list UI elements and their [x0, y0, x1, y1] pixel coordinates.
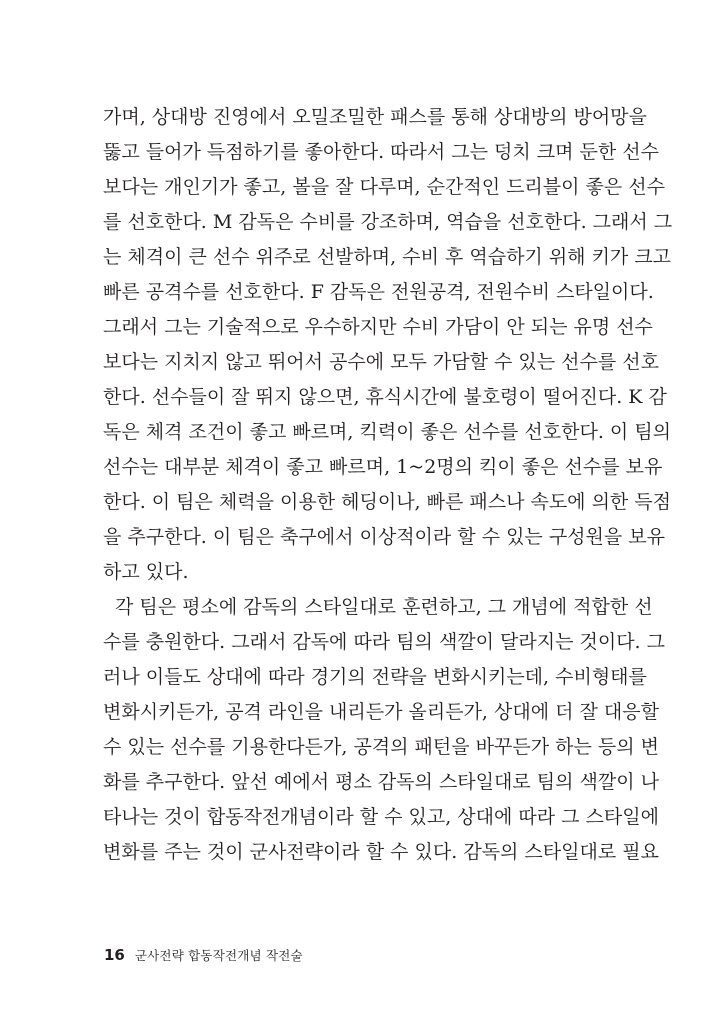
text-line: 그래서 그는 기술적으로 우수하지만 수비 가담이 안 되는 유명 선수	[103, 316, 653, 338]
text-line: 보다는 개인기가 좋고, 볼을 잘 다루며, 순간적인 드리블이 좋은 선수	[103, 176, 665, 198]
text-line: 변화시키든가, 공격 라인을 내리든가 올리든가, 상대에 더 잘 대응할	[103, 701, 659, 723]
text-line: 타나는 것이 합동작전개념이라 할 수 있고, 상대에 따라 그 스타일에	[103, 806, 659, 828]
text-line: 한다. 선수들이 잘 뛰지 않으면, 휴식시간에 불호령이 떨어진다. K 감	[103, 386, 667, 408]
running-title: 군사전략 합동작전개념 작전술	[134, 948, 303, 963]
text-line: 화를 추구한다. 앞선 예에서 평소 감독의 스타일대로 팀의 색깔이 나	[103, 771, 659, 793]
text-line: 러나 이들도 상대에 따라 경기의 전략을 변화시키는데, 수비형태를	[103, 666, 647, 688]
text-line: 보다는 지치지 않고 뛰어서 공수에 모두 가담할 수 있는 선수를 선호	[103, 351, 659, 373]
page-number: 16	[104, 946, 125, 964]
paragraph-end-line: 하고 있다.	[103, 561, 189, 583]
text-line: 수 있는 선수를 기용한다든가, 공격의 패턴을 바꾸든가 하는 등의 변	[103, 736, 659, 758]
text-line: 뚫고 들어가 득점하기를 좋아한다. 따라서 그는 덩치 크며 둔한 선수	[103, 141, 659, 163]
text-line: 독은 체격 조건이 좋고 빠르며, 킥력이 좋은 선수를 선호한다. 이 팀의	[103, 421, 672, 443]
text-line: 수를 충원한다. 그래서 감독에 따라 팀의 색깔이 달라지는 것이다. 그	[103, 631, 665, 653]
text-line: 을 추구한다. 이 팀은 축구에서 이상적이라 할 수 있는 구성원을 보유	[103, 526, 665, 548]
body-text	[103, 100, 673, 870]
text-line: 가며, 상대방 진영에서 오밀조밀한 패스를 통해 상대방의 방어망을	[103, 106, 647, 128]
text-line: 를 선호한다. M 감독은 수비를 강조하며, 역습을 선호한다. 그래서 그	[103, 211, 673, 233]
paragraph-start-line: 각 팀은 평소에 감독의 스타일대로 훈련하고, 그 개념에 적합한 선	[115, 596, 653, 618]
text-line: 선수는 대부분 체격이 좋고 빠르며, 1~2명의 킥이 좋은 선수를 보유	[103, 456, 663, 478]
page-footer	[104, 945, 303, 965]
text-line: 변화를 주는 것이 군사전략이라 할 수 있다. 감독의 스타일대로 필요	[103, 841, 659, 863]
text-line: 한다. 이 팀은 체력을 이용한 헤딩이나, 빠른 패스나 속도에 의한 득점	[103, 491, 672, 513]
text-line: 빠른 공격수를 선호한다. F 감독은 전원공격, 전원수비 스타일이다.	[103, 281, 654, 303]
text-line: 는 체격이 큰 선수 위주로 선발하며, 수비 후 역습하기 위해 키가 크고	[103, 246, 672, 268]
